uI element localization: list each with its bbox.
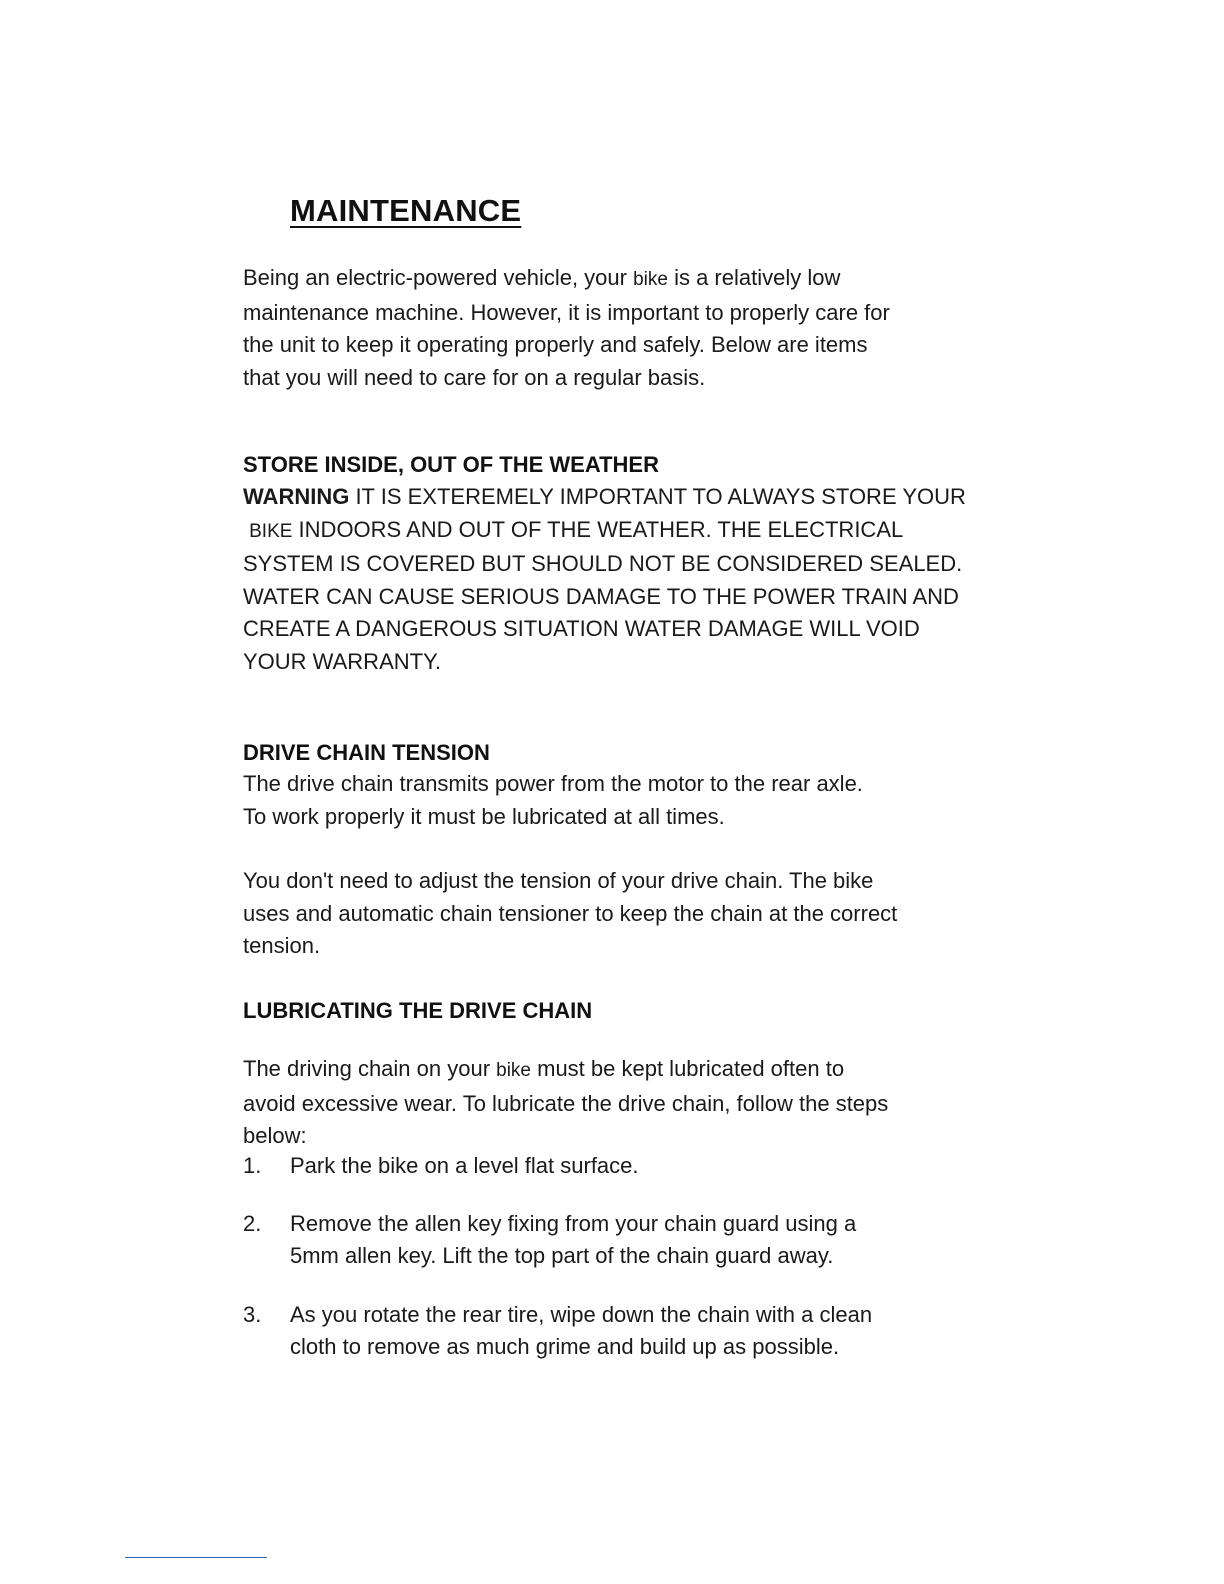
tension-p2-line-1: You don't need to adjust the tension of your drive chain. The bike bbox=[243, 868, 874, 893]
list-item bbox=[243, 1150, 963, 1183]
store-line-5: CREATE A DANGEROUS SITUATION WATER DAMAGE WILL VOID bbox=[243, 616, 920, 641]
lube-bike-word: bike bbox=[496, 1060, 531, 1081]
intro-line-2: maintenance machine. However, it is important to properly care for bbox=[243, 299, 890, 325]
tension-paragraph-2 bbox=[243, 865, 983, 963]
lube-heading: LUBRICATING THE DRIVE CHAIN bbox=[243, 998, 593, 1023]
tension-p1-line-1: The drive chain transmits power from the motor to the rear axle. bbox=[243, 771, 863, 796]
tension-p2-line-3: tension. bbox=[243, 933, 321, 958]
store-line-2: INDOORS AND OUT OF THE WEATHER. THE ELECTRICAL bbox=[292, 516, 904, 542]
lube-line-1a: The driving chain on your bbox=[243, 1056, 497, 1081]
lube-line-2: avoid excessive wear. To lubricate the drive chain, follow the steps bbox=[243, 1090, 889, 1116]
store-line-4: WATER CAN CAUSE SERIOUS DAMAGE TO THE POWER TRAIN AND bbox=[243, 583, 959, 609]
store-bike-word: BIKE bbox=[249, 520, 293, 542]
intro-line-1c: is a relatively low bbox=[667, 265, 841, 290]
lube-line-3: below: bbox=[243, 1123, 307, 1148]
lube-intro-paragraph bbox=[243, 1053, 983, 1153]
store-line-1: IT IS EXTEREMELY IMPORTANT TO ALWAYS STORE YOUR bbox=[349, 484, 966, 509]
step-text-line: Park the bike on a level flat surface. bbox=[290, 1153, 639, 1178]
step-number: 1. bbox=[243, 1153, 262, 1178]
intro-paragraph bbox=[243, 262, 983, 394]
step-text-line: cloth to remove as much grime and build up as possible. bbox=[290, 1334, 840, 1359]
tension-heading: DRIVE CHAIN TENSION bbox=[243, 740, 490, 765]
step-number: 3. bbox=[243, 1301, 262, 1327]
tension-p2-line-2: uses and automatic chain tensioner to keep the chain at the correct bbox=[243, 900, 898, 926]
store-heading: STORE INSIDE, OUT OF THE WEATHER bbox=[243, 452, 659, 477]
step-number: 2. bbox=[243, 1210, 262, 1236]
tension-p1-line-2: To work properly it must be lubricated at all times. bbox=[243, 803, 725, 829]
intro-line-1a: Being an electric-powered vehicle, your bbox=[243, 265, 634, 290]
store-warning-paragraph bbox=[243, 481, 983, 678]
tension-paragraph-1 bbox=[243, 768, 983, 833]
lube-steps-list bbox=[243, 1150, 963, 1364]
list-item bbox=[243, 1208, 963, 1273]
lube-line-1c: must be kept lubricated often to bbox=[531, 1056, 845, 1081]
list-item bbox=[243, 1299, 963, 1364]
page-title: MAINTENANCE bbox=[290, 193, 522, 228]
intro-bike-word: bike bbox=[633, 269, 668, 290]
store-line-6: YOUR WARRANTY. bbox=[243, 648, 442, 674]
warning-label: WARNING bbox=[243, 484, 350, 509]
intro-line-3: the unit to keep it operating properly and safely. Below are items bbox=[243, 332, 868, 357]
step-text-line: Remove the allen key fixing from your chain guard using a bbox=[290, 1210, 857, 1236]
intro-line-4: that you will need to care for on a regular basis. bbox=[243, 364, 706, 390]
step-text-line: As you rotate the rear tire, wipe down the chain with a clean bbox=[290, 1301, 873, 1327]
store-line-3: SYSTEM IS COVERED BUT SHOULD NOT BE CONSIDERED SEALED. bbox=[243, 551, 963, 576]
footnote-divider bbox=[125, 1557, 267, 1558]
step-text-line: 5mm allen key. Lift the top part of the chain guard away. bbox=[290, 1243, 834, 1268]
